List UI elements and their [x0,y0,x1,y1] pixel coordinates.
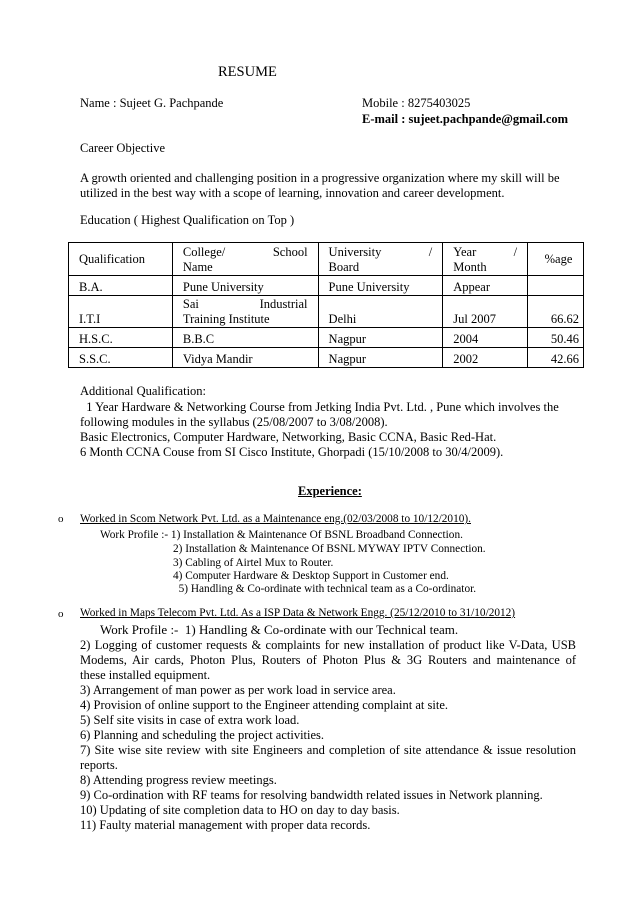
cell-college: Pune University [172,276,318,296]
additional-line: Basic Electronics, Computer Hardware, Networking, Basic CCNA, Basic Red-Hat. [80,430,497,444]
career-heading: Career Objective [80,141,166,155]
cell-university: Pune University [318,276,443,296]
job1-item: 2) Installation & Maintenance Of BSNL MYWAY IPTV Connection. [173,543,486,555]
cell-percentage: 42.66 [528,348,584,368]
job2-line: 4) Provision of online support to the Engineer attending complaint at site. [80,698,448,712]
table-row [69,348,584,368]
additional-line: following modules in the syllabus (25/08/2007 to 3/08/2008). [80,415,388,429]
job2-line: 6) Planning and scheduling the project activities. [80,728,325,742]
job1-item: 4) Computer Hardware & Desktop Support in Customer end. [173,570,449,582]
bullet-icon: o [58,608,64,620]
mobile-number: Mobile : 8275403025 [362,96,471,110]
job2-line: reports. [80,758,118,772]
header-qualification: Qualification [69,243,173,276]
job1-item: 5) Handling & Co-ordinate with technical team as a Co-ordinator. [173,583,477,595]
header-year: Year / Month [443,243,528,276]
cell-percentage: 66.62 [528,296,584,328]
cell-year: Jul 2007 [443,296,528,328]
job2-line: 7) Site wise site review with site Engineers and completion of site attendance & issue resolution [80,743,576,757]
cell-college: Sai Industrial Training Institute [172,296,318,328]
cell-university: Nagpur [318,328,443,348]
job2-line: Modems, Air cards, Photon Plus, Routers of Photon Plus & 3G Routers and maintenance of [80,653,576,667]
cell-percentage [528,276,584,296]
job2-line: these installed equipment. [80,668,211,682]
job2-line: 9) Co-ordination with RF teams for resolving bandwidth related issues in Network planning. [80,788,543,802]
candidate-name: Name : Sujeet G. Pachpande [80,96,224,110]
job1-profile: Work Profile :- 1) Installation & Maintenance Of BSNL Broadband Connection. [100,529,463,541]
cell-college: B.B.C [172,328,318,348]
cell-year: Appear [443,276,528,296]
cell-year: 2002 [443,348,528,368]
job2-line: 11) Faulty material management with proper data records. [80,818,371,832]
job1-title: Worked in Scom Network Pvt. Ltd. as a Maintenance eng.(02/03/2008 to 10/12/2010). [80,513,471,525]
table-header-row [69,243,584,276]
table-row [69,328,584,348]
bullet-icon: o [58,513,64,525]
additional-heading: Additional Qualification: [80,384,207,398]
career-text-line: A growth oriented and challenging position in a progressive organization where my skill will be [80,171,560,185]
job2-line: 8) Attending progress review meetings. [80,773,277,787]
header-university: University / Board [318,243,443,276]
job1-item: 3) Cabling of Airtel Mux to Router. [173,557,334,569]
additional-line: 6 Month CCNA Couse from SI Cisco Institute, Ghorpadi (15/10/2008 to 30/4/2009). [80,445,504,459]
additional-line: 1 Year Hardware & Networking Course from Jetking India Pvt. Ltd. , Pune which involves the [80,400,559,414]
header-college: College/ School Name [172,243,318,276]
cell-percentage: 50.46 [528,328,584,348]
job2-line: 3) Arrangement of man power as per work load in service area. [80,683,396,697]
cell-qualification: H.S.C. [69,328,173,348]
education-heading: Education ( Highest Qualification on Top ) [80,213,295,227]
experience-heading: Experience: [298,484,362,498]
cell-qualification: S.S.C. [69,348,173,368]
cell-college: Vidya Mandir [172,348,318,368]
education-table [68,242,584,368]
job2-profile: Work Profile :- 1) Handling & Co-ordinate with our Technical team. [100,622,459,637]
cell-university: Nagpur [318,348,443,368]
email-address: E-mail : sujeet.pachpande@gmail.com [362,112,569,126]
page-title: RESUME [218,64,277,80]
job2-title: Worked in Maps Telecom Pvt. Ltd. As a ISP Data & Network Engg. (25/12/2010 to 31/10/2012) [80,607,516,619]
job2-line: 10) Updating of site completion data to HO on day to day basis. [80,803,400,817]
cell-qualification: I.T.I [69,296,173,328]
header-percentage: %age [528,243,584,276]
job2-line: 2) Logging of customer requests & complaints for new installation of product like V-Data, USB [80,638,576,652]
career-text-line: utilized in the best way with a scope of learning, innovation and career development. [80,186,505,200]
table-row [69,296,584,328]
table-row [69,276,584,296]
cell-qualification: B.A. [69,276,173,296]
cell-university: Delhi [318,296,443,328]
job2-line: 5) Self site visits in case of extra work load. [80,713,300,727]
cell-year: 2004 [443,328,528,348]
